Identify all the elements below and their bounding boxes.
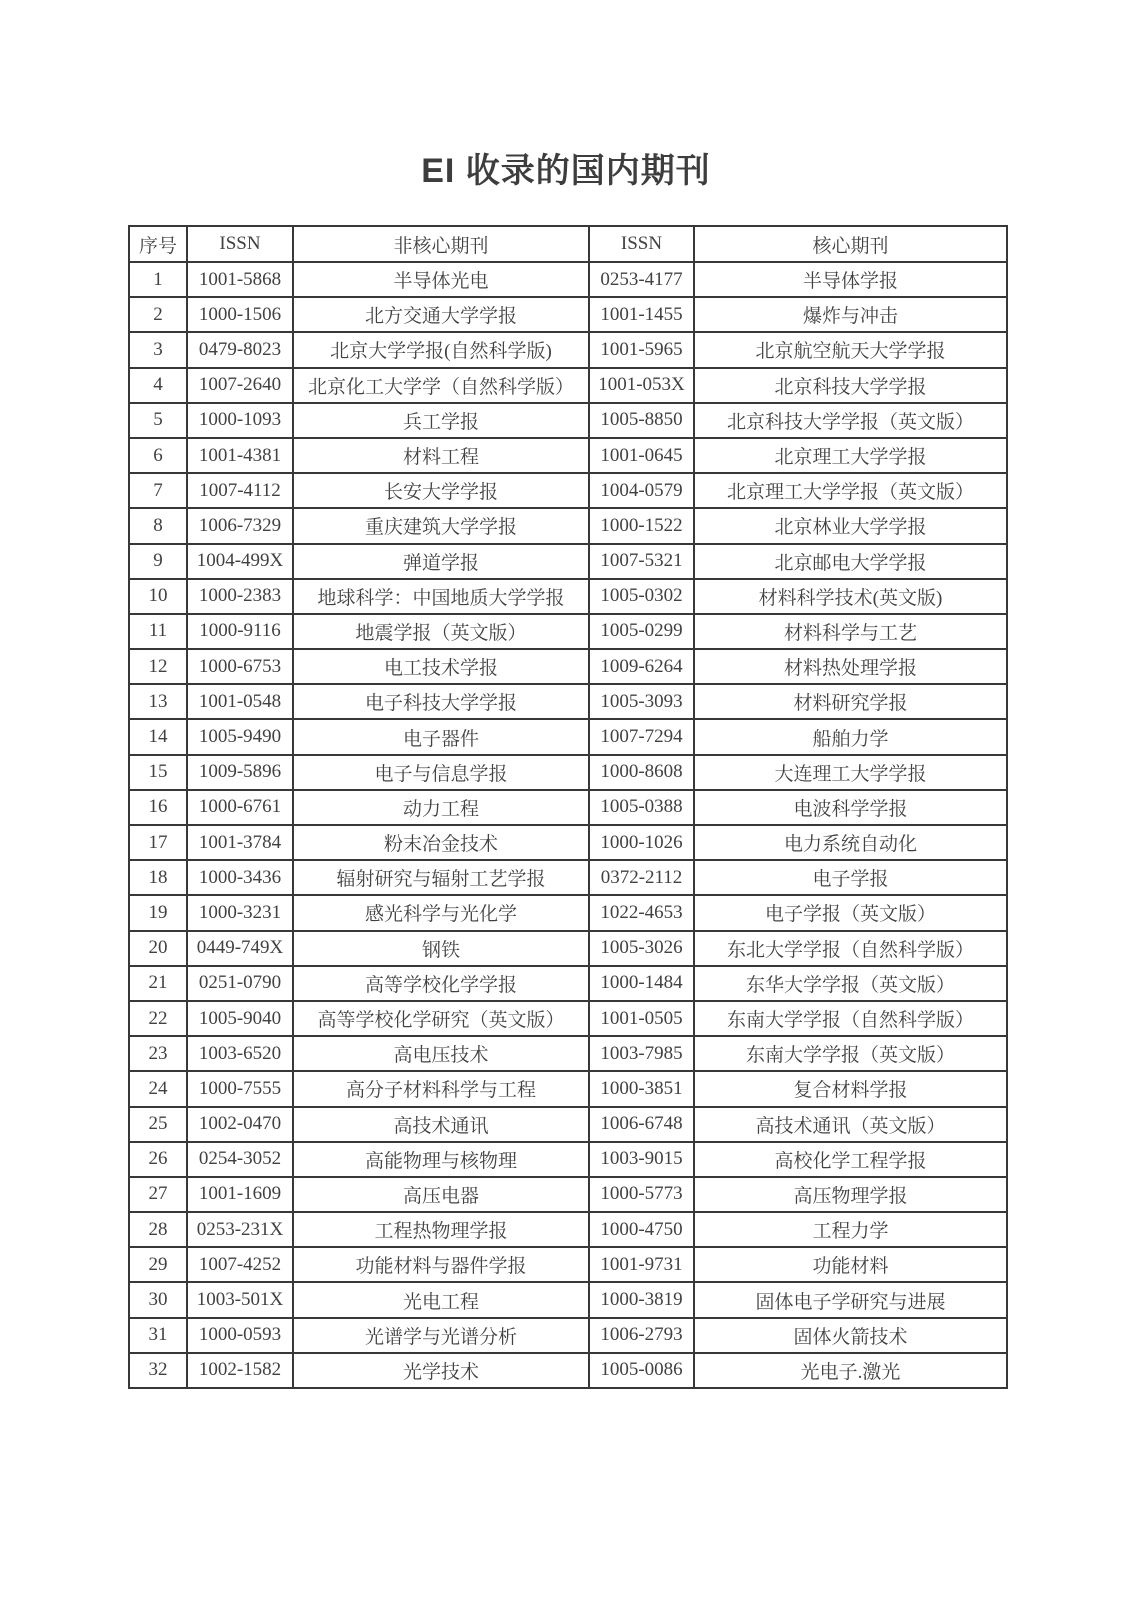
- row-number-cell: 15: [129, 755, 187, 790]
- noncore-journal-cell: 半导体光电: [293, 262, 589, 297]
- row-number-cell: 4: [129, 368, 187, 403]
- noncore-journal-cell: 北京化工大学学（自然科学版）: [293, 368, 589, 403]
- core-journal-cell: 材料科学技术(英文版): [694, 579, 1007, 614]
- noncore-journal-cell: 动力工程: [293, 790, 589, 825]
- core-journal-cell: 北京科技大学学报（英文版）: [694, 403, 1007, 438]
- table-row: [129, 790, 1007, 825]
- issn-core-cell: 1000-8608: [589, 755, 694, 790]
- table-row: [129, 579, 1007, 614]
- header-issn-noncore: ISSN: [187, 226, 293, 262]
- issn-noncore-cell: 1004-499X: [187, 544, 293, 579]
- table-row: [129, 403, 1007, 438]
- header-row-number: 序号: [129, 226, 187, 262]
- core-journal-cell: 高压物理学报: [694, 1177, 1007, 1212]
- noncore-journal-cell: 电子器件: [293, 719, 589, 754]
- row-number-cell: 9: [129, 544, 187, 579]
- table-row: [129, 719, 1007, 754]
- issn-noncore-cell: 1001-1609: [187, 1177, 293, 1212]
- issn-noncore-cell: 1001-5868: [187, 262, 293, 297]
- issn-core-cell: 1005-3026: [589, 931, 694, 966]
- issn-core-cell: 1001-053X: [589, 368, 694, 403]
- core-journal-cell: 东北大学学报（自然科学版）: [694, 931, 1007, 966]
- issn-noncore-cell: 0253-231X: [187, 1212, 293, 1247]
- row-number-cell: 30: [129, 1282, 187, 1317]
- issn-noncore-cell: 1000-1093: [187, 403, 293, 438]
- header-noncore-journal: 非核心期刊: [293, 226, 589, 262]
- row-number-cell: 27: [129, 1177, 187, 1212]
- table-row: [129, 1036, 1007, 1071]
- table-row: [129, 860, 1007, 895]
- row-number-cell: 17: [129, 825, 187, 860]
- table-row: [129, 755, 1007, 790]
- noncore-journal-cell: 地球科学：中国地质大学学报: [293, 579, 589, 614]
- issn-noncore-cell: 1000-6753: [187, 649, 293, 684]
- row-number-cell: 24: [129, 1071, 187, 1106]
- table-row: [129, 1177, 1007, 1212]
- noncore-journal-cell: 高技术通讯: [293, 1107, 589, 1142]
- noncore-journal-cell: 高等学校化学研究（英文版）: [293, 1001, 589, 1036]
- issn-core-cell: 1000-1484: [589, 966, 694, 1001]
- table-header-row: [129, 226, 1007, 262]
- issn-core-cell: 1000-3819: [589, 1282, 694, 1317]
- issn-core-cell: 1006-2793: [589, 1318, 694, 1353]
- issn-core-cell: 1009-6264: [589, 649, 694, 684]
- row-number-cell: 16: [129, 790, 187, 825]
- table-row: [129, 895, 1007, 930]
- issn-core-cell: 1000-4750: [589, 1212, 694, 1247]
- issn-core-cell: 1005-0302: [589, 579, 694, 614]
- table-row: [129, 544, 1007, 579]
- row-number-cell: 10: [129, 579, 187, 614]
- noncore-journal-cell: 工程热物理学报: [293, 1212, 589, 1247]
- issn-noncore-cell: 1000-3231: [187, 895, 293, 930]
- issn-core-cell: 0372-2112: [589, 860, 694, 895]
- core-journal-cell: 北京林业大学学报: [694, 508, 1007, 543]
- row-number-cell: 13: [129, 684, 187, 719]
- issn-core-cell: 1003-9015: [589, 1142, 694, 1177]
- issn-core-cell: 1006-6748: [589, 1107, 694, 1142]
- issn-core-cell: 1004-0579: [589, 473, 694, 508]
- table-row: [129, 614, 1007, 649]
- core-journal-cell: 北京科技大学学报: [694, 368, 1007, 403]
- issn-noncore-cell: 1003-501X: [187, 1282, 293, 1317]
- issn-core-cell: 1001-0645: [589, 438, 694, 473]
- issn-noncore-cell: 1000-2383: [187, 579, 293, 614]
- issn-core-cell: 1000-1522: [589, 508, 694, 543]
- issn-noncore-cell: 1000-0593: [187, 1318, 293, 1353]
- row-number-cell: 18: [129, 860, 187, 895]
- table-row: [129, 368, 1007, 403]
- noncore-journal-cell: 辐射研究与辐射工艺学报: [293, 860, 589, 895]
- table-row: [129, 262, 1007, 297]
- header-core-journal: 核心期刊: [694, 226, 1007, 262]
- issn-noncore-cell: 1001-4381: [187, 438, 293, 473]
- noncore-journal-cell: 粉末冶金技术: [293, 825, 589, 860]
- header-issn-core: ISSN: [589, 226, 694, 262]
- row-number-cell: 29: [129, 1247, 187, 1282]
- table-row: [129, 1107, 1007, 1142]
- row-number-cell: 14: [129, 719, 187, 754]
- issn-noncore-cell: 1000-1506: [187, 297, 293, 332]
- core-journal-cell: 大连理工大学学报: [694, 755, 1007, 790]
- core-journal-cell: 高校化学工程学报: [694, 1142, 1007, 1177]
- noncore-journal-cell: 高压电器: [293, 1177, 589, 1212]
- issn-core-cell: 1001-0505: [589, 1001, 694, 1036]
- table-row: [129, 473, 1007, 508]
- issn-core-cell: 1005-0299: [589, 614, 694, 649]
- row-number-cell: 28: [129, 1212, 187, 1247]
- issn-core-cell: 1005-0086: [589, 1353, 694, 1388]
- noncore-journal-cell: 北方交通大学学报: [293, 297, 589, 332]
- issn-noncore-cell: 0479-8023: [187, 332, 293, 367]
- core-journal-cell: 材料热处理学报: [694, 649, 1007, 684]
- issn-noncore-cell: 1009-5896: [187, 755, 293, 790]
- table-row: [129, 1247, 1007, 1282]
- noncore-journal-cell: 兵工学报: [293, 403, 589, 438]
- noncore-journal-cell: 材料工程: [293, 438, 589, 473]
- table-row: [129, 649, 1007, 684]
- table-row: [129, 1001, 1007, 1036]
- row-number-cell: 26: [129, 1142, 187, 1177]
- core-journal-cell: 北京理工大学学报（英文版）: [694, 473, 1007, 508]
- issn-core-cell: 1007-7294: [589, 719, 694, 754]
- row-number-cell: 6: [129, 438, 187, 473]
- row-number-cell: 19: [129, 895, 187, 930]
- table-row: [129, 438, 1007, 473]
- issn-core-cell: 1007-5321: [589, 544, 694, 579]
- table-row: [129, 508, 1007, 543]
- noncore-journal-cell: 光电工程: [293, 1282, 589, 1317]
- noncore-journal-cell: 高等学校化学学报: [293, 966, 589, 1001]
- core-journal-cell: 电子学报（英文版）: [694, 895, 1007, 930]
- core-journal-cell: 电波科学学报: [694, 790, 1007, 825]
- noncore-journal-cell: 高能物理与核物理: [293, 1142, 589, 1177]
- table-row: [129, 1071, 1007, 1106]
- noncore-journal-cell: 电子科技大学学报: [293, 684, 589, 719]
- table-row: [129, 332, 1007, 367]
- table-row: [129, 1212, 1007, 1247]
- core-journal-cell: 电子学报: [694, 860, 1007, 895]
- table-row: [129, 297, 1007, 332]
- core-journal-cell: 电力系统自动化: [694, 825, 1007, 860]
- noncore-journal-cell: 高电压技术: [293, 1036, 589, 1071]
- noncore-journal-cell: 电工技术学报: [293, 649, 589, 684]
- noncore-journal-cell: 高分子材料科学与工程: [293, 1071, 589, 1106]
- table-row: [129, 684, 1007, 719]
- noncore-journal-cell: 北京大学学报(自然科学版): [293, 332, 589, 367]
- journal-table: [128, 225, 1008, 1389]
- noncore-journal-cell: 弹道学报: [293, 544, 589, 579]
- issn-noncore-cell: 1001-0548: [187, 684, 293, 719]
- row-number-cell: 31: [129, 1318, 187, 1353]
- issn-core-cell: 1003-7985: [589, 1036, 694, 1071]
- issn-noncore-cell: 0449-749X: [187, 931, 293, 966]
- core-journal-cell: 复合材料学报: [694, 1071, 1007, 1106]
- noncore-journal-cell: 光学技术: [293, 1353, 589, 1388]
- issn-core-cell: 1001-1455: [589, 297, 694, 332]
- row-number-cell: 25: [129, 1107, 187, 1142]
- issn-noncore-cell: 1005-9490: [187, 719, 293, 754]
- page-title: EI 收录的国内期刊: [421, 152, 711, 190]
- issn-core-cell: 1000-1026: [589, 825, 694, 860]
- issn-noncore-cell: 1003-6520: [187, 1036, 293, 1071]
- issn-noncore-cell: 1000-6761: [187, 790, 293, 825]
- noncore-journal-cell: 地震学报（英文版）: [293, 614, 589, 649]
- issn-noncore-cell: 1007-2640: [187, 368, 293, 403]
- issn-noncore-cell: 1000-7555: [187, 1071, 293, 1106]
- noncore-journal-cell: 电子与信息学报: [293, 755, 589, 790]
- noncore-journal-cell: 长安大学学报: [293, 473, 589, 508]
- issn-noncore-cell: 0254-3052: [187, 1142, 293, 1177]
- core-journal-cell: 东南大学学报（自然科学版）: [694, 1001, 1007, 1036]
- core-journal-cell: 材料研究学报: [694, 684, 1007, 719]
- core-journal-cell: 东南大学学报（英文版）: [694, 1036, 1007, 1071]
- issn-core-cell: 1022-4653: [589, 895, 694, 930]
- issn-core-cell: 1000-5773: [589, 1177, 694, 1212]
- issn-noncore-cell: 0251-0790: [187, 966, 293, 1001]
- noncore-journal-cell: 钢铁: [293, 931, 589, 966]
- row-number-cell: 12: [129, 649, 187, 684]
- issn-core-cell: 0253-4177: [589, 262, 694, 297]
- row-number-cell: 20: [129, 931, 187, 966]
- issn-noncore-cell: 1000-9116: [187, 614, 293, 649]
- row-number-cell: 1: [129, 262, 187, 297]
- table-row: [129, 931, 1007, 966]
- issn-noncore-cell: 1001-3784: [187, 825, 293, 860]
- issn-noncore-cell: 1006-7329: [187, 508, 293, 543]
- issn-core-cell: 1000-3851: [589, 1071, 694, 1106]
- table-row: [129, 966, 1007, 1001]
- row-number-cell: 5: [129, 403, 187, 438]
- row-number-cell: 8: [129, 508, 187, 543]
- row-number-cell: 11: [129, 614, 187, 649]
- core-journal-cell: 光电子.激光: [694, 1353, 1007, 1388]
- core-journal-cell: 北京邮电大学学报: [694, 544, 1007, 579]
- issn-core-cell: 1001-5965: [589, 332, 694, 367]
- issn-noncore-cell: 1002-0470: [187, 1107, 293, 1142]
- issn-core-cell: 1005-3093: [589, 684, 694, 719]
- core-journal-cell: 功能材料: [694, 1247, 1007, 1282]
- core-journal-cell: 北京理工大学学报: [694, 438, 1007, 473]
- core-journal-cell: 东华大学学报（英文版）: [694, 966, 1007, 1001]
- issn-noncore-cell: 1000-3436: [187, 860, 293, 895]
- row-number-cell: 21: [129, 966, 187, 1001]
- table-row: [129, 1142, 1007, 1177]
- table-row: [129, 1353, 1007, 1388]
- issn-noncore-cell: 1007-4252: [187, 1247, 293, 1282]
- core-journal-cell: 船舶力学: [694, 719, 1007, 754]
- core-journal-cell: 高技术通讯（英文版）: [694, 1107, 1007, 1142]
- row-number-cell: 3: [129, 332, 187, 367]
- core-journal-cell: 工程力学: [694, 1212, 1007, 1247]
- row-number-cell: 2: [129, 297, 187, 332]
- row-number-cell: 7: [129, 473, 187, 508]
- issn-core-cell: 1001-9731: [589, 1247, 694, 1282]
- noncore-journal-cell: 感光科学与光化学: [293, 895, 589, 930]
- core-journal-cell: 材料科学与工艺: [694, 614, 1007, 649]
- noncore-journal-cell: 功能材料与器件学报: [293, 1247, 589, 1282]
- row-number-cell: 22: [129, 1001, 187, 1036]
- table-row: [129, 825, 1007, 860]
- issn-noncore-cell: 1005-9040: [187, 1001, 293, 1036]
- row-number-cell: 32: [129, 1353, 187, 1388]
- noncore-journal-cell: 光谱学与光谱分析: [293, 1318, 589, 1353]
- issn-noncore-cell: 1002-1582: [187, 1353, 293, 1388]
- row-number-cell: 23: [129, 1036, 187, 1071]
- issn-noncore-cell: 1007-4112: [187, 473, 293, 508]
- core-journal-cell: 北京航空航天大学学报: [694, 332, 1007, 367]
- core-journal-cell: 半导体学报: [694, 262, 1007, 297]
- table-row: [129, 1282, 1007, 1317]
- table-row: [129, 1318, 1007, 1353]
- issn-core-cell: 1005-0388: [589, 790, 694, 825]
- core-journal-cell: 爆炸与冲击: [694, 297, 1007, 332]
- core-journal-cell: 固体火箭技术: [694, 1318, 1007, 1353]
- noncore-journal-cell: 重庆建筑大学学报: [293, 508, 589, 543]
- issn-core-cell: 1005-8850: [589, 403, 694, 438]
- core-journal-cell: 固体电子学研究与进展: [694, 1282, 1007, 1317]
